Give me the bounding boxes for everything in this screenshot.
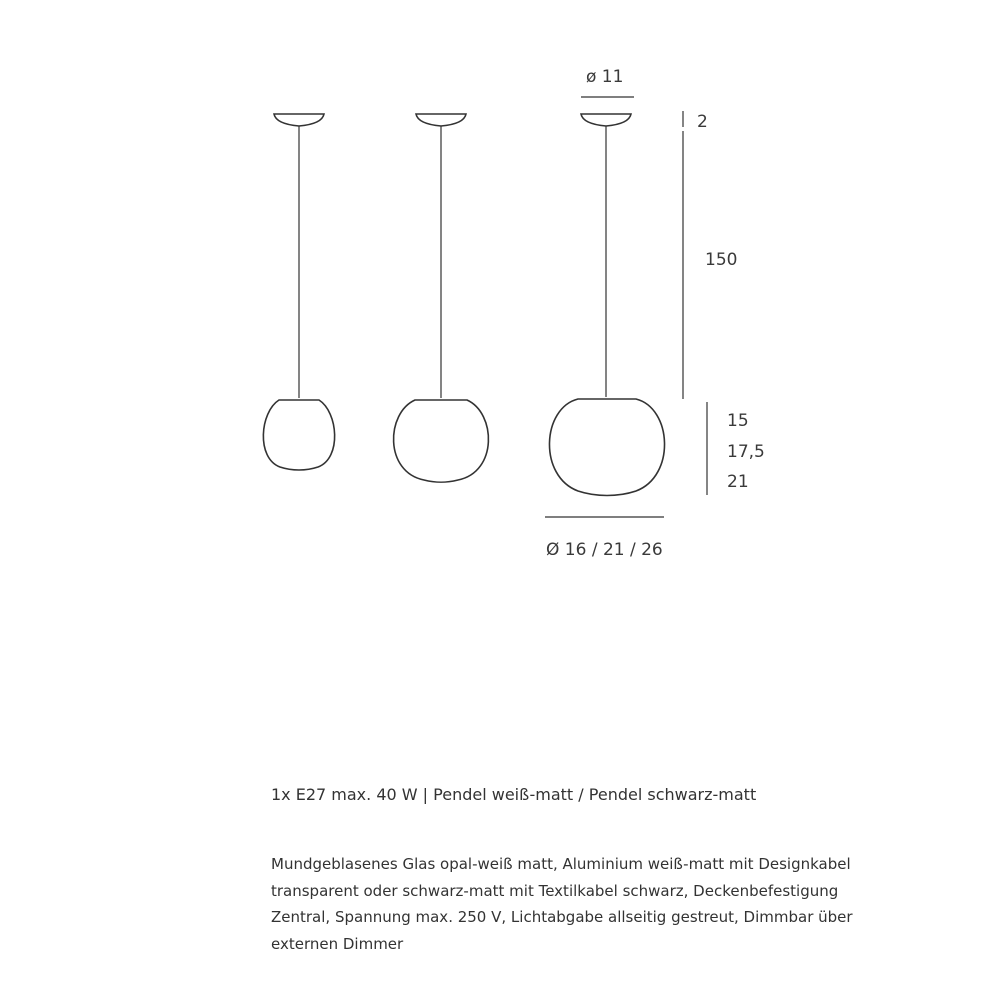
glass-shade: [263, 400, 334, 470]
pendant-lamp-small: [263, 114, 334, 470]
shade-diameter-label: Ø 16 / 21 / 26: [546, 540, 663, 560]
pendant-lamp-large: [549, 114, 664, 496]
specification-line: 1x E27 max. 40 W | Pendel weiß-matt / Pendel schwarz-matt: [271, 785, 757, 804]
cable-length-label: 150: [705, 250, 738, 270]
pendant-lamp-medium: [394, 114, 489, 482]
shade-height-dimension: [707, 402, 765, 495]
shade-height-large-label: 21: [727, 472, 749, 492]
shade-height-small-label: 15: [727, 411, 749, 431]
ceiling-canopy: [274, 114, 324, 126]
cable-length-dimension: [683, 131, 737, 399]
product-description: Mundgeblasenes Glas opal-weiß matt, Aluminium weiß-matt mit Designkabel transparent oder schwarz-matt mit Textilkabel schwarz, Deckenbefestigung Zentral, Spannung max. 250 V, Lichtabgabe allseitig gestreut, Dimmbar über externen Dimmer: [271, 855, 853, 953]
ceiling-canopy: [416, 114, 466, 126]
canopy-diameter-label: ø 11: [586, 67, 624, 87]
shade-height-medium-label: 17,5: [727, 442, 765, 462]
canopy-height-dimension: [683, 111, 708, 132]
glass-shade: [549, 399, 664, 496]
canopy-diameter-dimension: [581, 67, 634, 97]
ceiling-canopy: [581, 114, 631, 126]
canopy-height-label: 2: [697, 112, 708, 132]
shade-diameter-dimension: [545, 517, 664, 560]
glass-shade: [394, 400, 489, 482]
